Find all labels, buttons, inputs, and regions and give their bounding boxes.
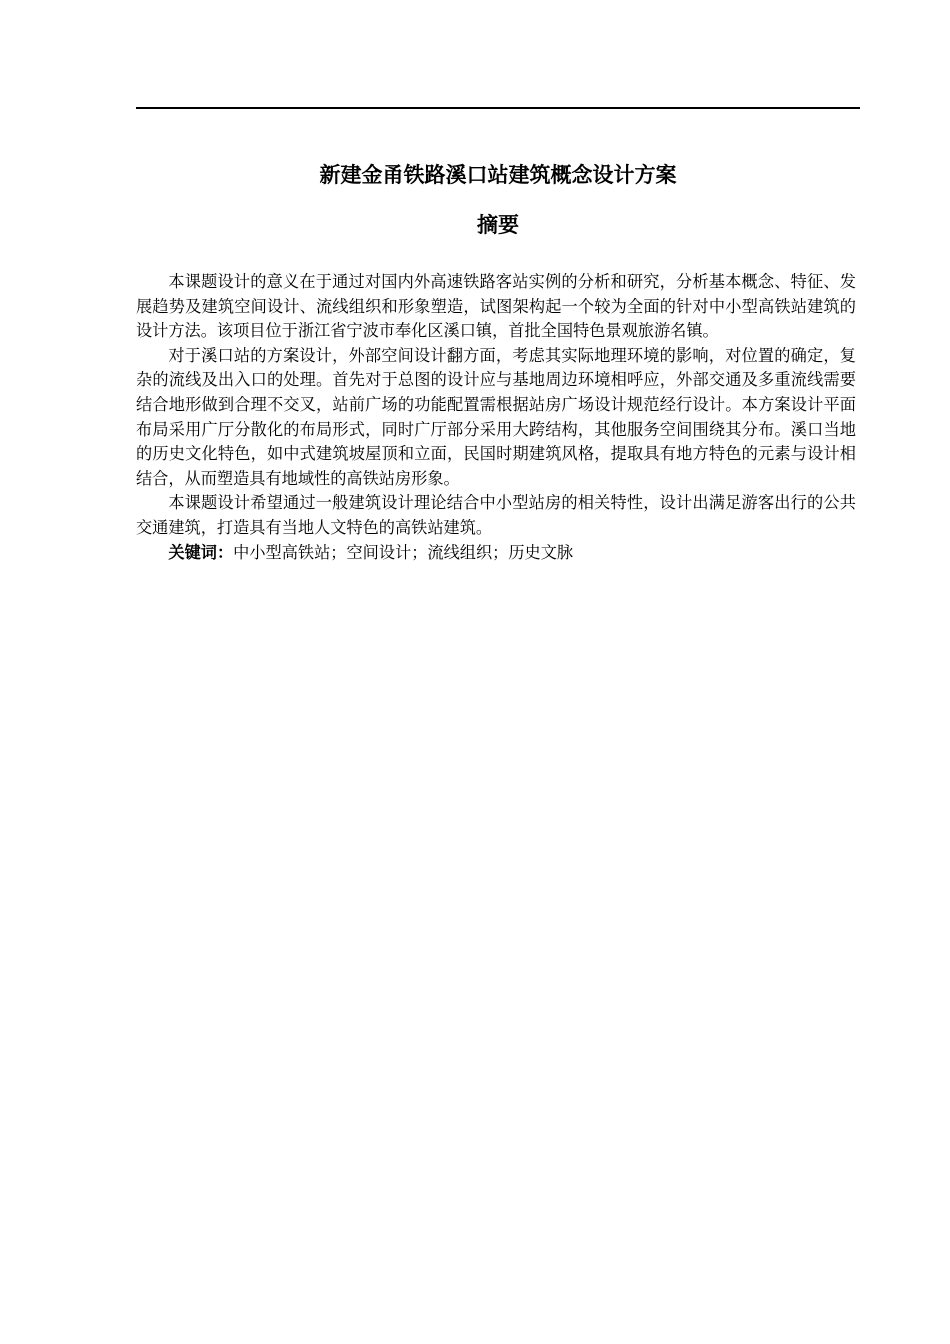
keywords-text: 中小型高铁站；空间设计；流线组织；历史文脉 [233,542,574,562]
abstract-paragraph-2: 对于溪口站的方案设计，外部空间设计翻方面，考虑其实际地理环境的影响，对位置的确定，复杂的流线及出入口的处理。首先对于总图的设计应与基地周边环境相呼应，外部交通及多重流线需要结合地形做到合理不交叉，站前广场的功能配置需根据站房广场设计规范经行设计。本方案设计平面布局采用广厅分散化的布局形式，同时广厅部分采用大跨结构，其他服务空间围绕其分布。溪口当地的历史文化特色，如中式建筑坡屋顶和立面，民国时期建筑风格，提取具有地方特色的元素与设计相结合，从而塑造具有地域性的高铁站房形象。 [136,345,856,488]
abstract-paragraph-3: 本课题设计希望通过一般建筑设计理论结合中小型站房的相关特性，设计出满足游客出行的公共交通建筑，打造具有当地人文特色的高铁站建筑。 [136,493,856,537]
abstract-heading: 摘要 [477,212,519,237]
keywords-line [136,541,856,566]
abstract-paragraph-1: 本课题设计的意义在于通过对国内外高速铁路客站实例的分析和研究，分析基本概念、特征、发展趋势及建筑空间设计、流线组织和形象塑造，试图架构起一个较为全面的针对中小型高铁站建筑的设计方法。该项目位于浙江省宁波市奉化区溪口镇，首批全国特色景观旅游名镇。 [136,272,856,341]
abstract-body [136,270,856,565]
document-title: 新建金甬铁路溪口站建筑概念设计方案 [319,162,677,187]
keywords-label: 关键词： [168,542,234,562]
header-rule [136,107,860,109]
